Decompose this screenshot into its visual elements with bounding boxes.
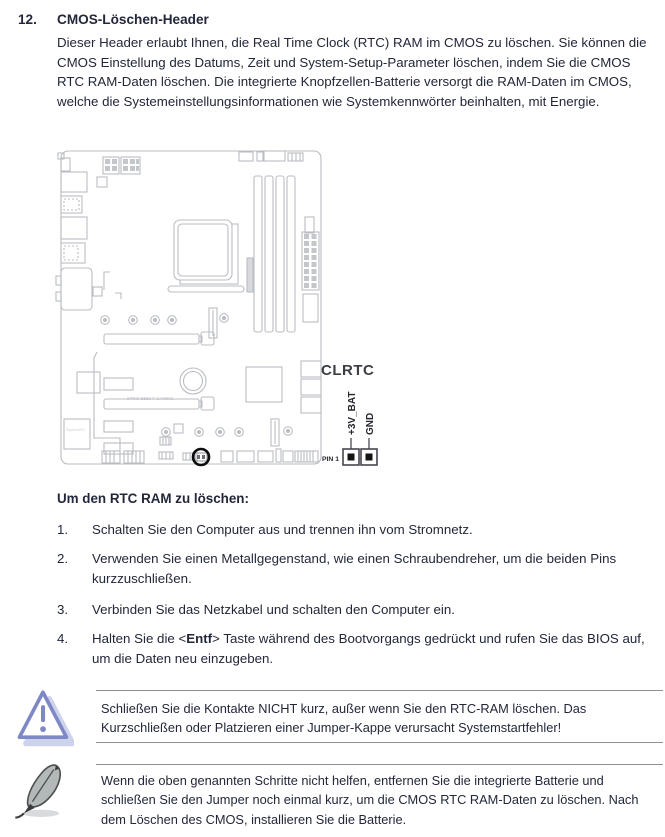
pcie-x1-slot — [104, 421, 133, 432]
pin-label-3v-bat: +3V_BAT — [347, 391, 358, 435]
step-number: 4. — [57, 631, 69, 646]
clrtc-pin-diagram — [322, 392, 377, 465]
step-text — [92, 629, 660, 668]
info-note-text: Wenn die oben genannten Schritte nicht helfen, entfernen Sie die integrierte Batterie und schließen Sie den Jumper noch einmal kurz, um die CMOS RTC RAM-Daten zu löschen. Nach dem Löschen des CMOS, installieren Sie die Batterie. — [101, 773, 639, 827]
warning-note-text: Schließen Sie die Kontakte NICHT kurz, außer wenn Sie den RTC-RAM löschen. Das Kurzschließen oder Platzieren einer Jumper-Kappe verursacht Systemstartfehler! — [101, 701, 587, 736]
step-text: Verwenden Sie einen Metallgegenstand, wie einen Schraubendreher, um die beiden Pins kurzzuschließen. — [92, 551, 617, 586]
chipset — [246, 367, 282, 402]
section-title: CMOS-Löschen-Header — [57, 12, 209, 27]
cmos-battery — [180, 368, 206, 394]
step-text-pre: Halten Sie die < — [92, 631, 187, 646]
motherboard-diagram — [0, 143, 665, 488]
step-number: 1. — [57, 522, 69, 537]
audio-chip-label: SupremeFX — [66, 428, 86, 432]
section-number: 12. — [18, 12, 37, 27]
note-separator-bottom — [96, 764, 663, 765]
clrtc-callout — [193, 362, 377, 465]
step-number: 3. — [57, 602, 69, 617]
board-outline — [61, 151, 321, 464]
key-name: Entf — [186, 631, 213, 646]
atx-power-connector — [302, 217, 319, 322]
pin-label-gnd: GND — [365, 412, 376, 435]
note-separator-mid — [96, 742, 663, 743]
cpu-socket — [168, 220, 244, 292]
board-line-art — [56, 151, 321, 464]
step-number: 2. — [57, 551, 69, 566]
dimm-slots — [254, 176, 295, 332]
quill-pen-icon — [12, 760, 72, 824]
pin1-label: PIN 1 — [322, 456, 339, 463]
step-text: Schalten Sie den Computer aus und trennen ihn vom Stromnetz. — [92, 522, 473, 537]
clrtc-label: CLRTC — [321, 362, 375, 379]
audio-chip-box — [64, 419, 90, 449]
warning-triangle-icon — [14, 688, 74, 750]
section-intro-paragraph: Dieser Header erlaubt Ihnen, die Real Time Clock (RTC) RAM im CMOS zu löschen. Sie können die CMOS Einstellung des Datums, Zeit und System-Setup-Parameter löschen, indem Sie die CMOS RTC RAM-Daten löschen. Die integrierte Knopfzellen-Batterie versorgt die RAM-Daten im CMOS, welche die Systemeinstellungsinformationen wie Systemkennwörter beinhalten, mit Energie. — [57, 35, 647, 109]
step-text-post: > Taste während des Bootvorgangs gedrückt und rufen Sie das BIOS auf, um die Daten neu einzugeben. — [92, 631, 645, 666]
board-name-label: STRIX B550-F GAMING — [127, 396, 174, 401]
pcie-x16-slot-1 — [104, 332, 214, 345]
audio-separation-line — [94, 352, 120, 451]
step-text: Verbinden Sie das Netzkabel und schalten den Computer ein. — [92, 602, 455, 617]
procedure-heading: Um den RTC RAM zu löschen: — [57, 491, 249, 506]
note-separator-top — [96, 690, 663, 691]
